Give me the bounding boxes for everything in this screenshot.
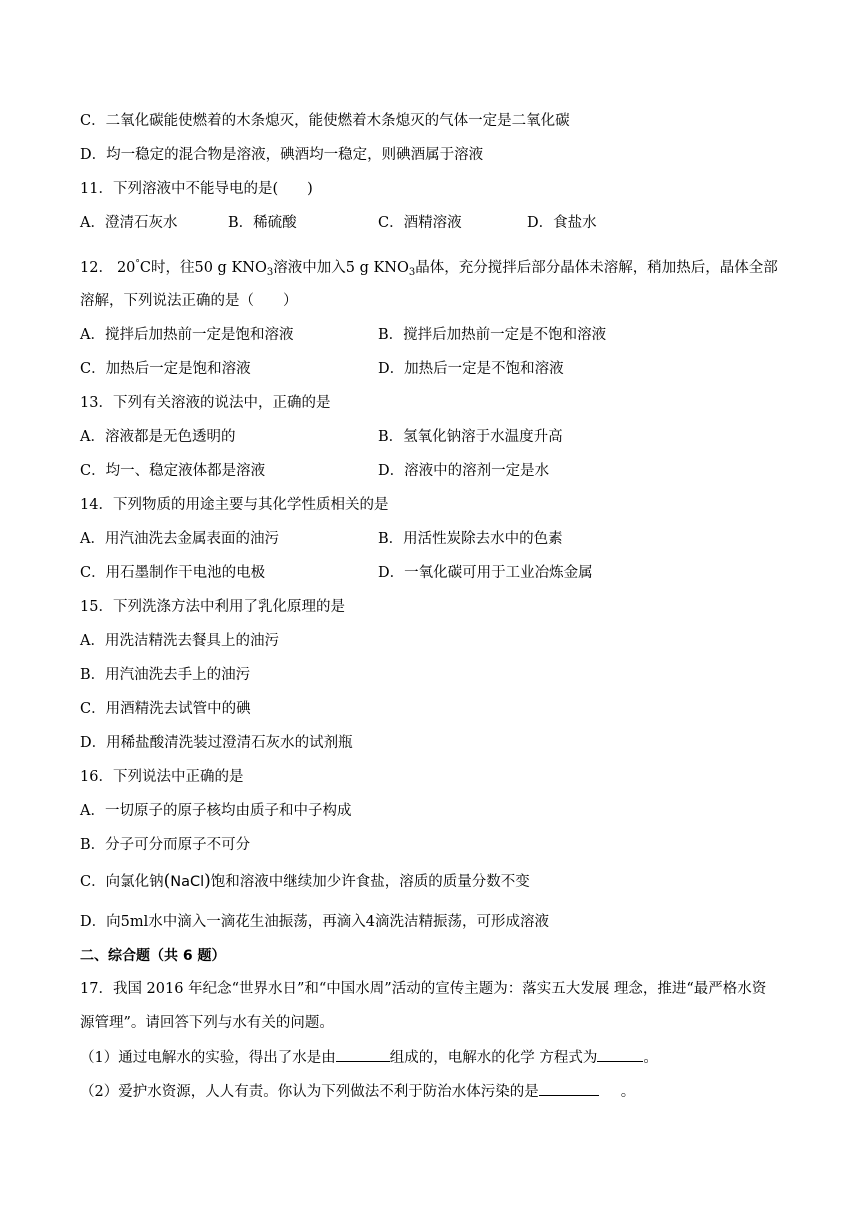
q12-text-b: 溶液中加入5 g KNO	[273, 260, 409, 276]
q16-option-d-mid: 水中滴入一滴花生油振荡，再滴入	[148, 914, 366, 930]
q13-option-c: C．均一、稳定液体都是溶液	[80, 463, 266, 479]
q12-sub-1: 3	[266, 267, 274, 278]
q13-option-d: D．溶液中的溶剂一定是水	[378, 463, 550, 479]
q15-option-a: A．用洗洁精洗去餐具上的油污	[80, 633, 279, 649]
q15-option-c: C．用酒精洗去试管中的碘	[80, 701, 251, 717]
q16-option-c-formula: NaCl	[170, 874, 205, 890]
q14-option-c: C．用石墨制作干电池的电极	[80, 565, 266, 581]
q17-sub2-pre: （2）爱护水资源，人人有责。你认为下列做法不利于防治水体污染的是	[80, 1084, 539, 1100]
q17-stem-line1: 17．我国 2016 年纪念“世界水日”和“中国水周”活动的宣传主题为：落实五大发展 理念，推进“最严格水资	[80, 981, 767, 997]
q11-option-b: B．稀硫酸	[228, 215, 297, 231]
q12-option-c: C．加热后一定是饱和溶液	[80, 361, 251, 377]
q12-option-b: B．搅拌后加热前一定是不饱和溶液	[378, 327, 607, 343]
q15-option-b: B．用汽油洗去手上的油污	[80, 667, 251, 683]
q16-option-d-volume: 5ml	[120, 914, 149, 930]
q16-option-b: B．分子可分而原子不可分	[80, 837, 251, 853]
q12-option-d: D．加热后一定是不饱和溶液	[378, 361, 564, 377]
q16-option-d-pre: D．向	[80, 914, 121, 930]
q17-sub1-blank-2[interactable]	[597, 1047, 643, 1062]
q16-option-a: A．一切原子的原子核均由质子和中子构成	[80, 803, 352, 819]
q11-option-c: C．酒精溶液	[378, 215, 462, 231]
q12-temp: 20	[116, 260, 136, 276]
q14-option-b: B．用活性炭除去水中的色素	[378, 531, 563, 547]
q11-option-a: A．澄清石灰水	[80, 215, 178, 231]
section-2-title: 二、综合题（共 6 题）	[80, 948, 226, 964]
q16-option-d-drops: 4	[365, 914, 375, 930]
q17-sub1-mid: 组成的，电解水的化学 方程式为	[389, 1050, 598, 1066]
q16-stem: 16．下列说法中正确的是	[80, 769, 244, 785]
q12-degree: °	[135, 259, 140, 269]
q17-sub2	[80, 1081, 635, 1102]
q16-option-c	[80, 871, 530, 892]
q16-option-c-paren-close: )	[204, 871, 211, 891]
q11-option-d: D．食盐水	[527, 215, 597, 231]
q17-sub1	[80, 1047, 658, 1068]
q12-text-c: 晶体，充分搅拌后部分晶体未溶解，稍加热后，晶体全部	[415, 260, 778, 276]
q10-option-c: C．二氧化碳能使燃着的木条熄灭，能使燃着木条熄灭的气体一定是二氧化碳	[80, 113, 570, 129]
q12-sub-2: 3	[408, 267, 416, 278]
q14-stem: 14．下列物质的用途主要与其化学性质相关的是	[80, 497, 389, 513]
q16-option-d-post: 滴洗洁精振荡，可形成溶液	[375, 914, 549, 930]
q16-option-d	[80, 912, 549, 932]
q17-sub2-end: 。	[620, 1084, 636, 1100]
q16-option-c-post: 饱和溶液中继续加少许食盐，溶质的质量分数不变	[210, 874, 530, 890]
q16-option-c-paren-open: (	[163, 871, 171, 891]
q12-option-a: A．搅拌后加热前一定是饱和溶液	[80, 327, 294, 343]
q14-option-a: A．用汽油洗去金属表面的油污	[80, 531, 279, 547]
q17-sub1-pre: （1）通过电解水的实验，得出了水是由	[80, 1050, 336, 1066]
q17-sub2-blank[interactable]	[539, 1081, 599, 1096]
q12-stem-line2: 溶解，下列说法正确的是（ ）	[80, 293, 298, 309]
q12-text-a: C时，往50 g KNO	[139, 260, 267, 276]
q16-option-c-pre: C．向氯化钠	[80, 874, 164, 890]
q17-stem-line2: 源管理”。请回答下列与水有关的问题。	[80, 1015, 334, 1031]
q13-option-b: B．氢氧化钠溶于水温度升高	[378, 429, 563, 445]
q15-stem: 15．下列洗涤方法中利用了乳化原理的是	[80, 599, 345, 615]
q12-number: 12．	[80, 260, 113, 276]
q17-sub1-blank-1[interactable]	[336, 1047, 390, 1062]
q17-sub1-end: 。	[643, 1050, 658, 1066]
q15-option-d: D．用稀盐酸清洗装过澄清石灰水的试剂瓶	[80, 735, 353, 751]
q10-option-d: D．均一稳定的混合物是溶液，碘酒均一稳定，则碘酒属于溶液	[80, 147, 484, 163]
q13-option-a: A．溶液都是无色透明的	[80, 429, 236, 445]
q13-stem: 13．下列有关溶液的说法中，正确的是	[80, 395, 331, 411]
q11-stem: 11．下列溶液中不能导电的是( )	[80, 181, 313, 197]
q14-option-d: D．一氧化碳可用于工业冶炼金属	[378, 565, 593, 581]
q12-stem-line1	[80, 254, 778, 283]
